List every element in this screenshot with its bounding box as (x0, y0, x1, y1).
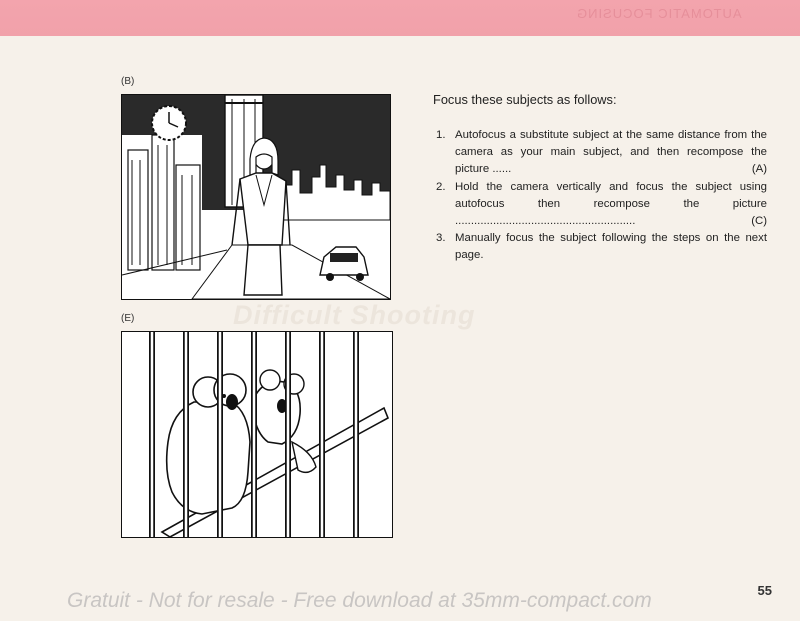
koala-behind-bars-illustration (122, 332, 392, 537)
figure-b-illustration (121, 94, 391, 300)
step-body: Manually focus the subject following the steps on the next page. (455, 232, 767, 262)
intro-text: Focus these subjects as follows: (433, 92, 617, 107)
list-item (436, 230, 767, 264)
step-body: Hold the camera vertically and focus the subject using autofocus then recompose the picture ......................................................... (455, 180, 767, 228)
figure-reference: (A) (751, 163, 767, 176)
figure-e-illustration (121, 331, 393, 538)
list-item (436, 179, 767, 231)
woman-in-city-illustration (122, 95, 390, 299)
step-number: 3. (436, 232, 446, 245)
step-text (455, 230, 767, 264)
figure-e-label: (E) (121, 313, 135, 324)
step-number: 1. (436, 129, 446, 141)
figure-b-label: (B) (121, 76, 135, 87)
steps-list (436, 127, 767, 265)
figure-reference: (C) (751, 215, 767, 228)
header-band (0, 0, 800, 36)
list-item (436, 127, 767, 179)
page-number: 55 (757, 583, 772, 598)
step-number: 2. (436, 180, 446, 193)
step-text (455, 127, 767, 179)
watermark-text: Gratuit - Not for resale - Free download at 35mm-compact.com (67, 589, 652, 612)
step-body: Autofocus a substitute subject at the same distance from the camera as your main subject, and then recompose the picture ...... (455, 129, 767, 176)
step-text (455, 179, 767, 231)
bleed-through-title: Difficult Shooting (233, 300, 476, 330)
bleed-through-header: AUTOMATIC FOCUSING (576, 6, 742, 21)
